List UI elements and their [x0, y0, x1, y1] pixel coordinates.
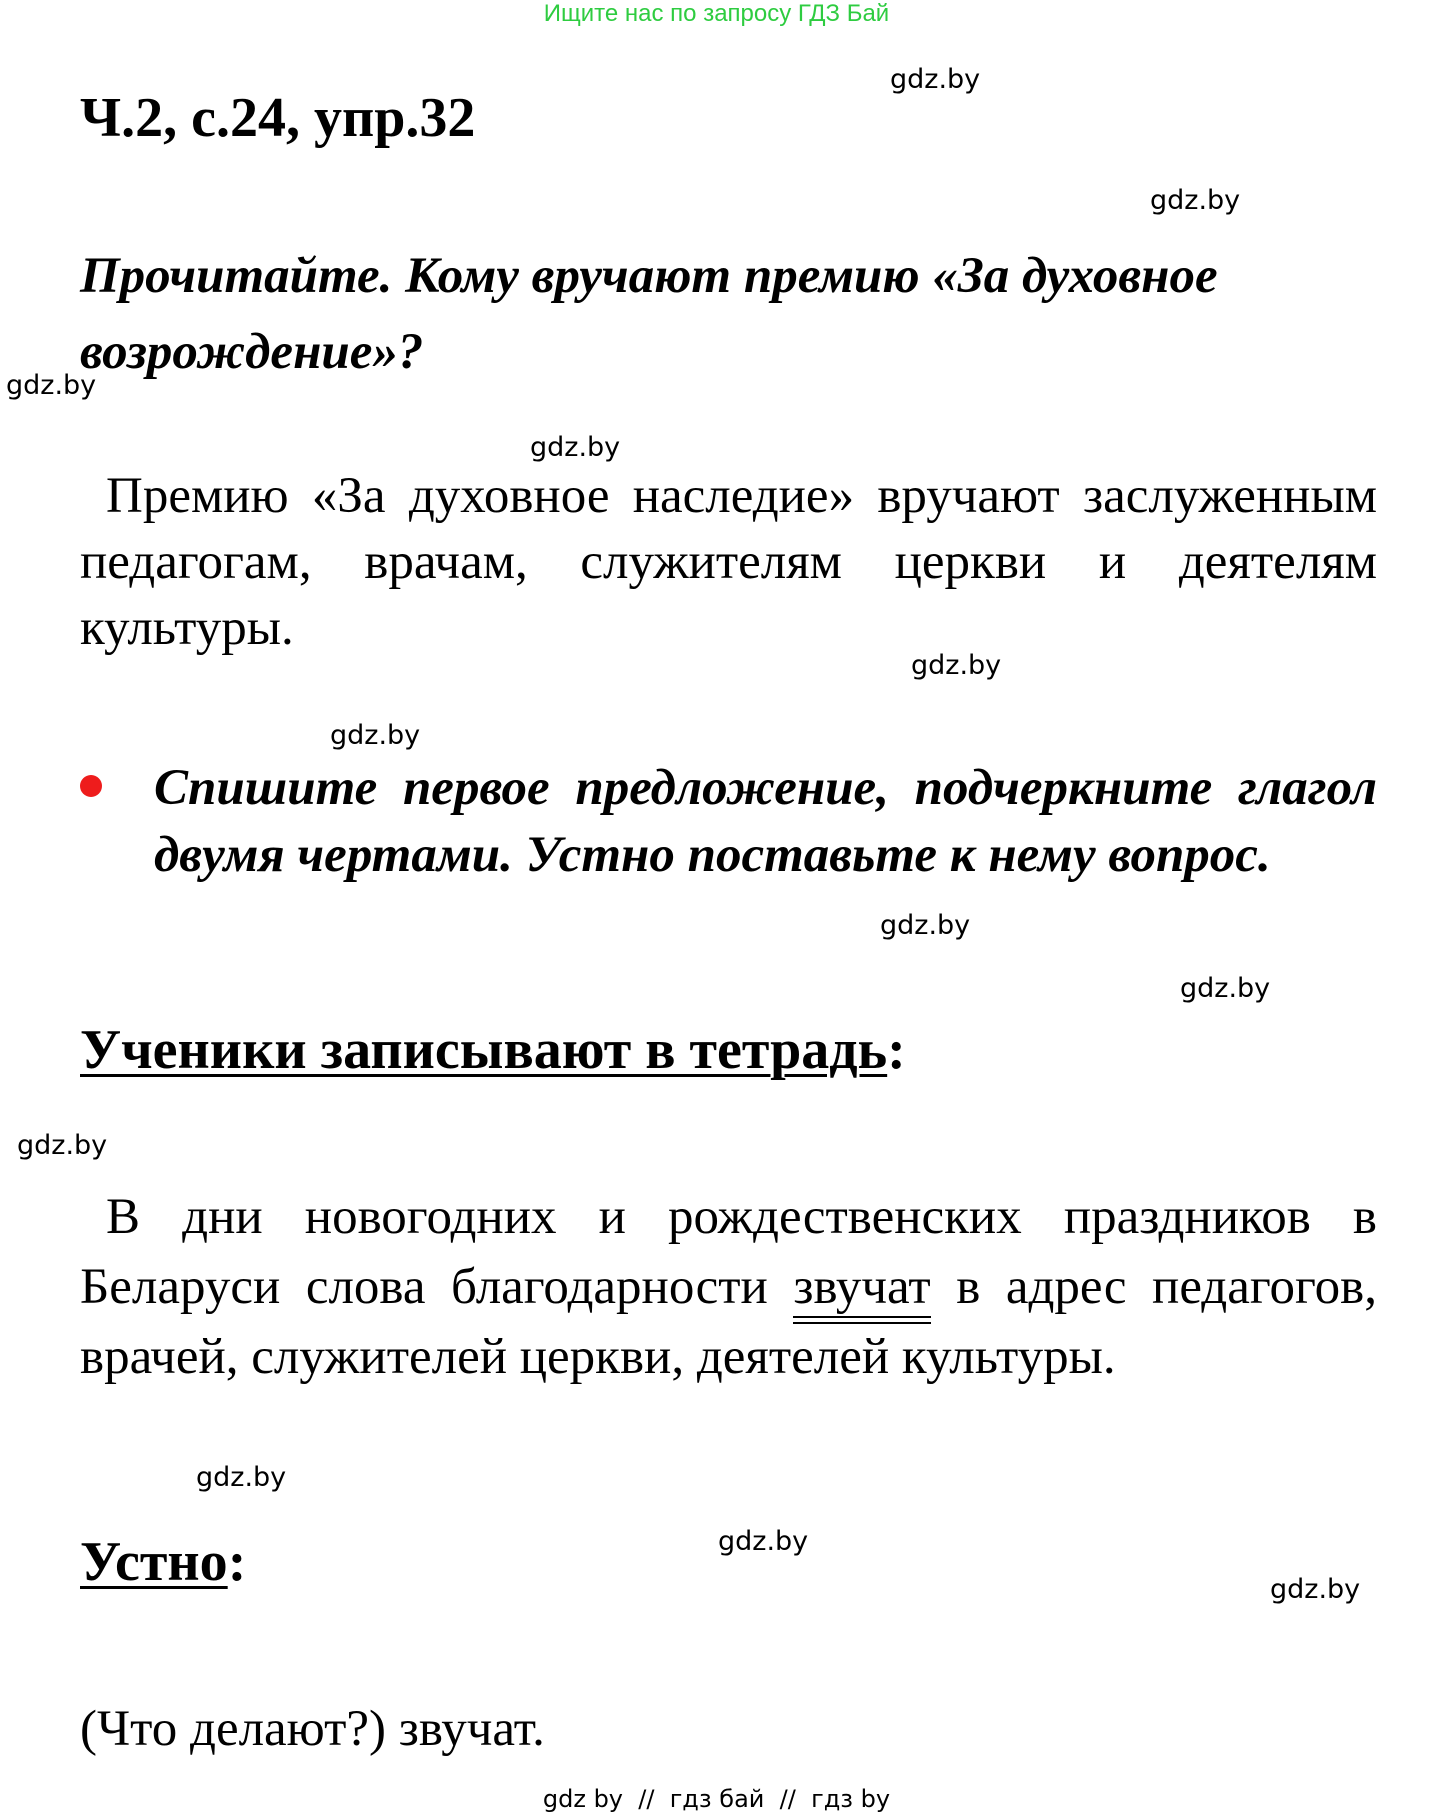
- notebook-paragraph-before: В дни новогодних и рождественских праздников в Беларуси слова благодарности: [80, 1189, 1377, 1315]
- search-banner: Ищите нас по запросу ГДЗ Бай: [543, 0, 890, 27]
- oral-heading: [80, 1530, 246, 1594]
- task-copy-instruction: Спишите первое предложение, подчеркните глагол двумя чертами. Устно поставьте к нему вопрос.: [154, 760, 1377, 883]
- oral-heading-text: Устно: [80, 1531, 228, 1593]
- notebook-paragraph-after: в адрес педагогов, врачей, служителей церкви, деятелей культуры.: [80, 1259, 1377, 1385]
- watermark: gdz.by: [1180, 973, 1271, 1004]
- watermark: gdz.by: [196, 1462, 287, 1493]
- exercise-title: Ч.2, с.24, упр.32: [80, 87, 476, 149]
- task-read-question: Прочитайте. Кому вручают премию «За духовное возрождение»?: [80, 248, 1218, 380]
- watermark: gdz.by: [1150, 185, 1241, 216]
- watermark: gdz.by: [718, 1526, 809, 1557]
- oral-answer: (Что делают?) звучат.: [80, 1701, 545, 1757]
- notebook-heading: [80, 1018, 906, 1082]
- watermark: gdz.by: [6, 370, 97, 401]
- bullet-marker: [80, 775, 102, 797]
- watermark: gdz.by: [17, 1130, 108, 1161]
- watermark: gdz.by: [1270, 1574, 1361, 1605]
- oral-heading-colon: :: [227, 1531, 247, 1593]
- notebook-heading-text: Ученики записывают в тетрадь: [80, 1019, 888, 1081]
- footer-watermark: gdz by // гдз бай // гдз by: [542, 1785, 891, 1813]
- notebook-paragraph: [80, 1182, 1377, 1392]
- watermark: gdz.by: [880, 910, 971, 941]
- watermark: gdz.by: [911, 650, 1002, 681]
- watermark: gdz.by: [330, 720, 421, 751]
- watermark: gdz.by: [530, 432, 621, 463]
- underlined-verb: звучат: [793, 1252, 930, 1322]
- watermark: gdz.by: [890, 64, 981, 95]
- reading-paragraph-text: Премию «За духовное наследие» вручают заслуженным педагогам, врачам, служителям церкви и деятелям культуры.: [80, 468, 1377, 656]
- notebook-heading-colon: :: [887, 1019, 906, 1081]
- reading-paragraph: [80, 463, 1377, 661]
